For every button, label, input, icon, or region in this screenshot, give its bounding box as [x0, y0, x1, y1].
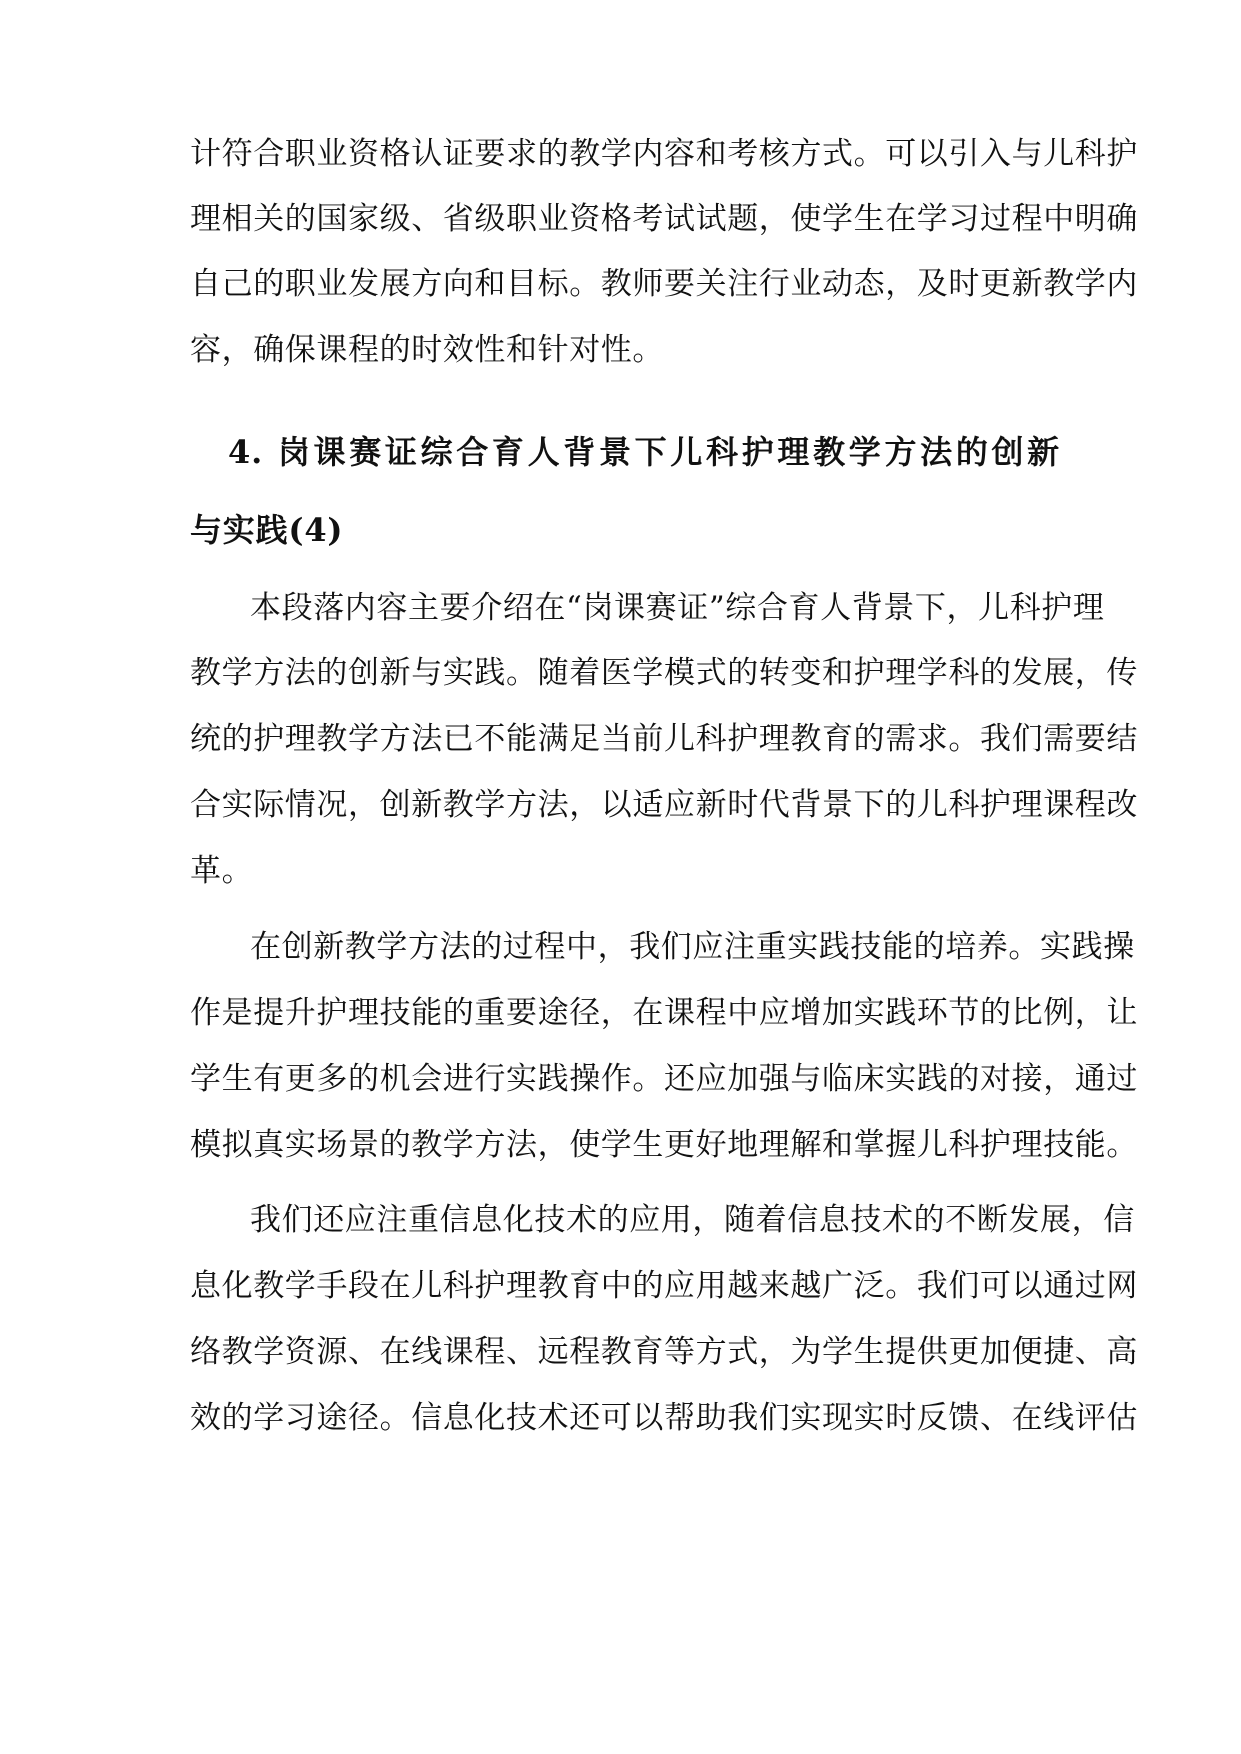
- text-line: 作是提升护理技能的重要途径，在课程中应增加实践环节的比例，让: [190, 995, 1138, 1031]
- text-line: 自己的职业发展方向和目标。教师要关注行业动态，及时更新教学内: [190, 266, 1138, 302]
- text-line: 合实际情况，创新教学方法，以适应新时代背景下的儿科护理课程改: [190, 787, 1138, 823]
- text-line: 学生有更多的机会进行实践操作。还应加强与临床实践的对接，通过: [190, 1061, 1138, 1097]
- text-line: 模拟真实场景的教学方法，使学生更好地理解和掌握儿科护理技能。: [190, 1127, 1138, 1163]
- text-line: 计符合职业资格认证要求的教学内容和考核方式。可以引入与儿科护: [190, 136, 1138, 172]
- text-line: 容，确保课程的时效性和针对性。: [190, 332, 664, 368]
- section-heading: 4. 岗课赛证综合育人背景下儿科护理教学方法的创新: [228, 433, 1060, 471]
- text-line: 教学方法的创新与实践。随着医学模式的转变和护理学科的发展，传: [190, 655, 1138, 691]
- text-line: 络教学资源、在线课程、远程教育等方式，为学生提供更加便捷、高: [190, 1334, 1138, 1370]
- text-line: 我们还应注重信息化技术的应用，随着信息技术的不断发展，信: [250, 1202, 1135, 1238]
- text-line: 在创新教学方法的过程中，我们应注重实践技能的培养。实践操: [250, 929, 1135, 965]
- text-line: 革。: [190, 853, 254, 889]
- text-line: 统的护理教学方法已不能满足当前儿科护理教育的需求。我们需要结: [190, 721, 1138, 757]
- text-line: 效的学习途径。信息化技术还可以帮助我们实现实时反馈、在线评估: [190, 1400, 1138, 1436]
- text-line: 理相关的国家级、省级职业资格考试试题，使学生在学习过程中明确: [190, 201, 1138, 237]
- text-line: 本段落内容主要介绍在“岗课赛证”综合育人背景下，儿科护理: [250, 590, 1105, 626]
- section-heading-continued: 与实践(4): [190, 511, 344, 549]
- text-line: 息化教学手段在儿科护理教育中的应用越来越广泛。我们可以通过网: [190, 1268, 1138, 1304]
